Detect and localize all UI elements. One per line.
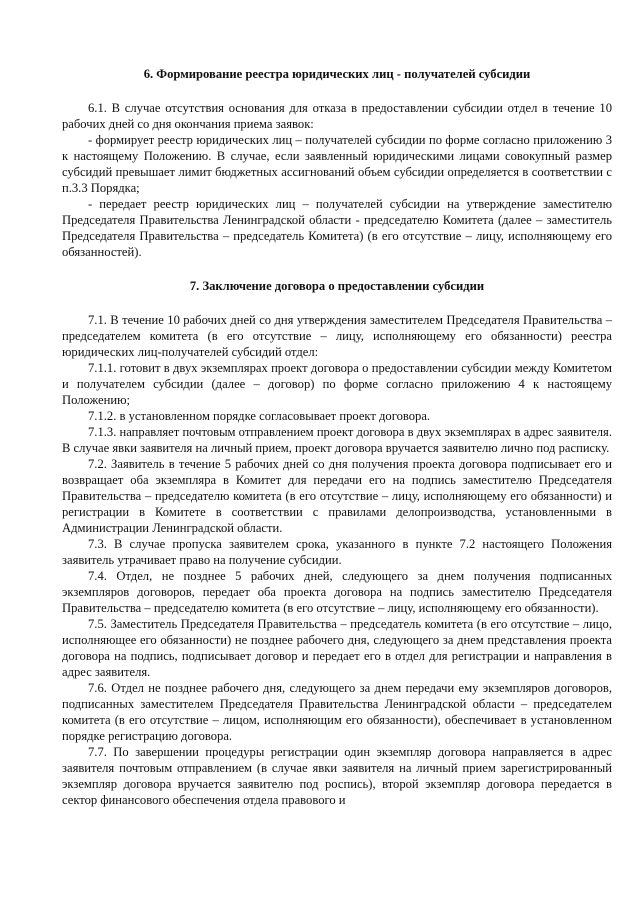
section-7 <box>62 278 612 808</box>
paragraph: 6.1. В случае отсутствия основания для отказа в предоставлении субсидии отдел в течение 10 рабочих дней со дня окончания приема заявок: <box>62 101 612 131</box>
paragraph: 7.5. Заместитель Председателя Правительства – председатель комитета (в его отсутствие – лицо, исполняющее его обязанности) не позднее рабочего дня, следующего за днем представления проекта договора на подпись, подписывает договор и передает его в отдел для регистрации и направления в адрес заявителя. <box>62 617 612 679</box>
section-6 <box>62 66 612 260</box>
paragraph: - передает реестр юридических лиц – получателей субсидии на утверждение заместителю Председателя Правительства Ленинградской области - председателю Комитета (далее – заместитель Председателя Правительства – председатель Комитета) (в его отсутствие – лицу, исполняющему его обязанностей). <box>62 197 612 259</box>
paragraph: - формирует реестр юридических лиц – получателей субсидии по форме согласно приложению 3 к настоящему Положению. В случае, если заявленный юридическими лицами совокупный размер субсидий превышает лимит бюджетных ассигнований объем субсидии определяется в соответствии с п.3.3 Порядка; <box>62 133 612 195</box>
paragraph: 7.7. По завершении процедуры регистрации один экземпляр договора направляется в адрес заявителя почтовым отправлением (в случае явки заявителя на личный прием зарегистрированный экземпляр договора вручается заявителю под роспись), второй экземпляр договора передается в сектор финансового обеспечения отдела правового и <box>62 745 612 807</box>
paragraph: 7.4. Отдел, не позднее 5 рабочих дней, следующего за днем получения подписанных экземпляров договоров, передает оба проекта договора на подпись заместителю Председателя Правительства – председателю комитета (в его отсутствие – лицу, исполняющему его обязанности). <box>62 569 612 615</box>
paragraph: 7.1. В течение 10 рабочих дней со дня утверждения заместителем Председателя Правительства – председателем комитета (в его отсутствие – лицу, исполняющему его обязанности) реестра юридических лиц-получателей субсидий отдел: <box>62 313 612 359</box>
paragraph: 7.3. В случае пропуска заявителем срока, указанного в пункте 7.2 настоящего Положения заявитель утрачивает право на получение субсидии. <box>62 537 612 567</box>
paragraph: 7.1.2. в установленном порядке согласовывает проект договора. <box>88 409 431 423</box>
paragraph: 7.1.3. направляет почтовым отправлением проект договора в двух экземплярах в адрес заявителя. В случае явки заявителя на личный прием, проект договора вручается заявителю лично под расписку. <box>62 425 612 455</box>
paragraph: 7.1.1. готовит в двух экземплярах проект договора о предоставлении субсидии между Комитетом и получателем субсидии (далее – договор) по форме согласно приложению 4 к настоящему Положению; <box>62 361 612 407</box>
section-heading: 6. Формирование реестра юридических лиц - получателей субсидии <box>143 67 531 81</box>
paragraph: 7.6. Отдел не позднее рабочего дня, следующего за днем передачи ему экземпляров договоров, подписанных заместителем Председателя Правительства Ленинградской области – председателем комитета (в его отсутствие – лицом, исполняющим его обязанности), обеспечивает в установленном порядке регистрацию договора. <box>62 681 612 743</box>
section-heading: 7. Заключение договора о предоставлении субсидии <box>189 279 485 293</box>
paragraph: 7.2. Заявитель в течение 5 рабочих дней со дня получения проекта договора подписывает его и возвращает оба экземпляра в Комитет для передачи его на подпись заместителю Председателя Правительства – председателю комитета (в его отсутствие – лицу, исполняющему его обязанности) и регистрации в Комитете в соответствии с правилами делопроизводства, установленными в Администрации Ленинградской области. <box>62 457 612 535</box>
